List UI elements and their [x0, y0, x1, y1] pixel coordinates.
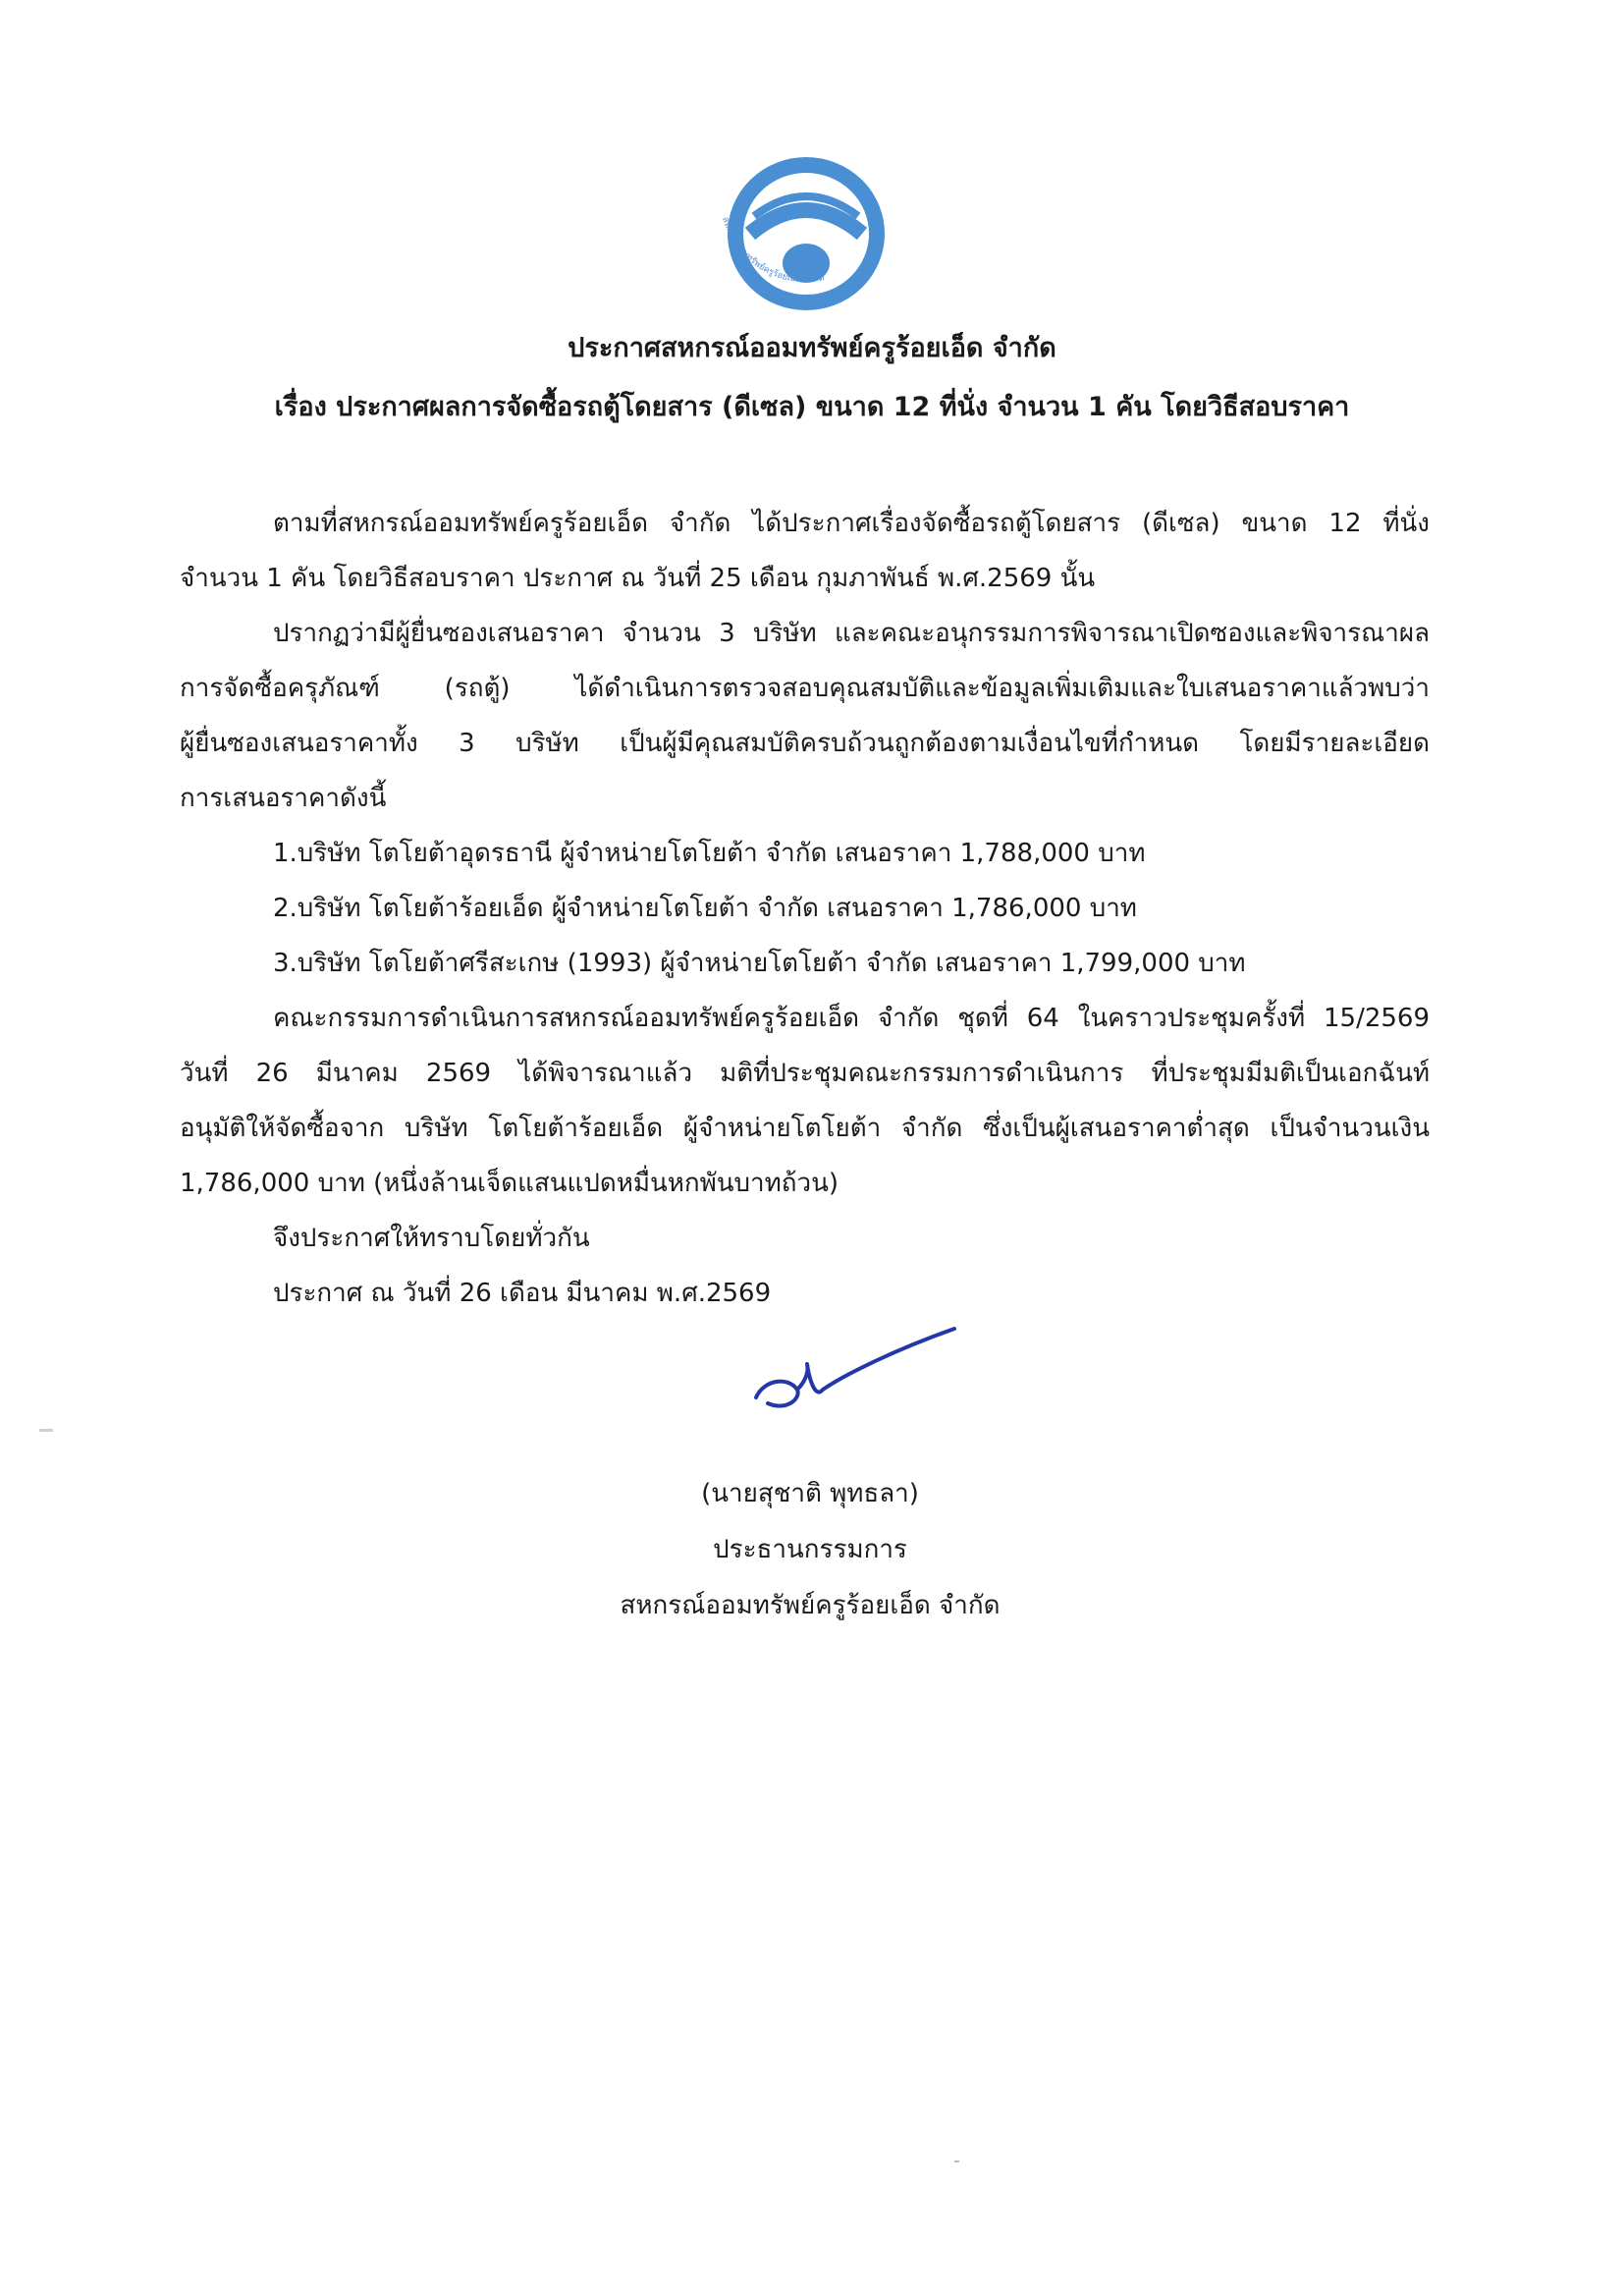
paragraph-2-line-1: ปรากฏว่ามีผู้ยื่นซองเสนอราคา จำนวน 3 บริษัท และคณะอนุกรรมการพิจารณาเปิดซองและพิจารณาผล — [273, 619, 1430, 648]
announcement-title: ประกาศสหกรณ์ออมทรัพย์ครูร้อยเอ็ด จำกัด — [568, 333, 1056, 363]
paragraph-2-line-2: การจัดซื้อครุภัณฑ์ (รถตู้) ได้ดำเนินการตรวจสอบคุณสมบัติและข้อมูลเพิ่มเติมและใบเสนอราคาแล้วพบว่า — [180, 674, 1430, 703]
paragraph-2-line-4: การเสนอราคาดังนี้ — [180, 784, 387, 813]
paragraph-3-line-4: 1,786,000 บาท (หนึ่งล้านเจ็ดแสนแปดหมื่นหกพันบาทถ้วน) — [180, 1169, 839, 1198]
paragraph-1-line-2: จำนวน 1 คัน โดยวิธีสอบราคา ประกาศ ณ วันที่ 25 เดือน กุมภาพันธ์ พ.ศ.2569 นั้น — [180, 564, 1096, 593]
bid-list-item: 1.บริษัท โตโยต้าอุดรธานี ผู้จำหน่ายโตโยต้า จำกัด เสนอราคา 1,788,000 บาท — [273, 839, 1146, 868]
paragraph-3-line-3: อนุมัติให้จัดซื้อจาก บริษัท โตโยต้าร้อยเอ็ด ผู้จำหน่ายโตโยต้า จำกัด ซึ่งเป็นผู้เสนอราคาต่ำสุด เป็นจำนวนเงิน — [180, 1114, 1430, 1143]
paragraph-1-line-1: ตามที่สหกรณ์ออมทรัพย์ครูร้อยเอ็ด จำกัด ได้ประกาศเรื่องจัดซื้อรถตู้โดยสาร (ดีเซล) ขนาด 12 ที่นั่ง — [273, 509, 1430, 538]
paragraph-3-line-1: คณะกรรมการดำเนินการสหกรณ์ออมทรัพย์ครูร้อยเอ็ด จำกัด ชุดที่ 64 ในคราวประชุมครั้งที่ 15/2569 — [273, 1004, 1430, 1033]
cooperative-logo-icon — [693, 157, 919, 314]
closing-statement: จึงประกาศให้ทราบโดยทั่วกัน — [273, 1224, 590, 1253]
signatory-organization: สหกรณ์ออมทรัพย์ครูร้อยเอ็ด จำกัด — [620, 1591, 1001, 1620]
logo-ring-text: สหกรณ์ออมทรัพย์ครูร้อยเอ็ด จำกัด — [720, 215, 826, 286]
announcement-subject: เรื่อง ประกาศผลการจัดซื้อรถตู้โดยสาร (ดีเซล) ขนาด 12 ที่นั่ง จำนวน 1 คัน โดยวิธีสอบราคา — [274, 392, 1350, 422]
signatory-position: ประธานกรรมการ — [713, 1535, 907, 1564]
scan-edge-mark — [39, 1429, 53, 1432]
handwritten-signature — [746, 1321, 962, 1439]
signatory-name: (นายสุชาติ พุทธลา) — [701, 1479, 919, 1508]
scan-dust-mark — [954, 2160, 959, 2162]
bid-list-item: 2.บริษัท โตโยต้าร้อยเอ็ด ผู้จำหน่ายโตโยต้า จำกัด เสนอราคา 1,786,000 บาท — [273, 894, 1137, 923]
paragraph-2-line-3: ผู้ยื่นซองเสนอราคาทั้ง 3 บริษัท เป็นผู้มีคุณสมบัติครบถ้วนถูกต้องตามเงื่อนไขที่กำหนด โดยมีรายละเอียด — [180, 729, 1430, 758]
paragraph-3-line-2: วันที่ 26 มีนาคม 2569 ได้พิจารณาแล้ว มติที่ประชุมคณะกรรมการดำเนินการ ที่ประชุมมีมติเป็นเอกฉันท์ — [180, 1059, 1430, 1088]
announcement-date: ประกาศ ณ วันที่ 26 เดือน มีนาคม พ.ศ.2569 — [273, 1279, 772, 1308]
bid-list-item: 3.บริษัท โตโยต้าศรีสะเกษ (1993) ผู้จำหน่ายโตโยต้า จำกัด เสนอราคา 1,799,000 บาท — [273, 949, 1246, 978]
